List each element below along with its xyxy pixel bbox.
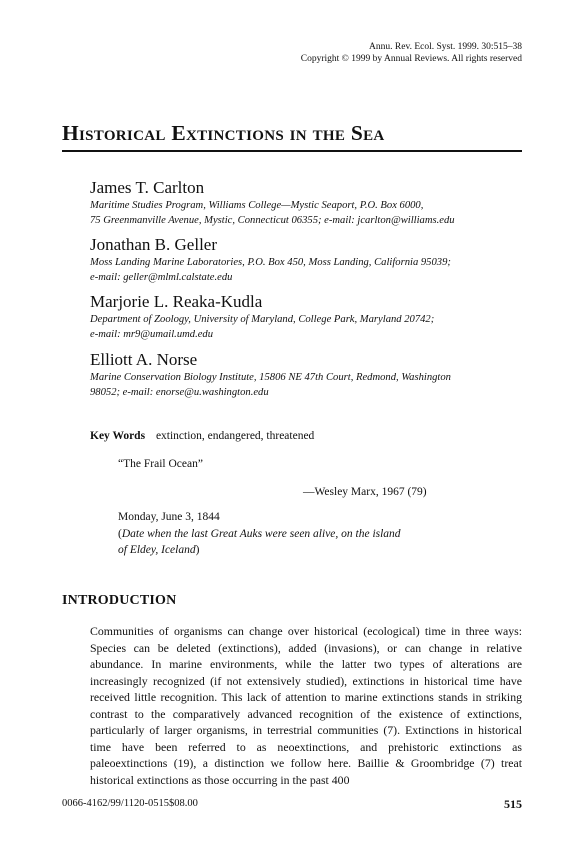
paren-close: ) [195, 544, 200, 556]
journal-citation: Annu. Rev. Ecol. Syst. 1999. 30:515–38 [369, 42, 522, 52]
epigraph-date: Monday, June 3, 1844 [118, 511, 220, 523]
author-name: Jonathan B. Geller [90, 235, 217, 254]
author-affiliation: 75 Greenmanville Avenue, Mystic, Connecticut 06355; e-mail: jcarlton@williams.edu [90, 215, 455, 226]
author-affiliation: Maritime Studies Program, Williams College—Mystic Seaport, P.O. Box 6000, [90, 200, 424, 211]
epigraph-quote: “The Frail Ocean” [118, 458, 203, 470]
keywords-text: extinction, endangered, threatened [155, 430, 315, 442]
page-number: 515 [504, 797, 522, 811]
author-name: Marjorie L. Reaka-Kudla [90, 292, 263, 311]
author-block [90, 350, 530, 400]
author-affiliation: e-mail: mr9@umail.umd.edu [90, 329, 214, 340]
author-affiliation: Marine Conservation Biology Institute, 15806 NE 47th Court, Redmond, Washington [90, 372, 451, 383]
epigraph-attribution: —Wesley Marx, 1967 (79) [303, 486, 427, 498]
author-block [90, 235, 530, 285]
author-name: James T. Carlton [90, 178, 205, 197]
keywords [90, 430, 314, 442]
epigraph-date-note [118, 509, 401, 559]
author-affiliation: Moss Landing Marine Laboratories, P.O. Box 450, Moss Landing, California 95039; [90, 257, 451, 268]
author-block [90, 292, 530, 342]
author-affiliation: Department of Zoology, University of Maryland, College Park, Maryland 20742; [90, 314, 435, 325]
author-block [90, 178, 530, 228]
body-paragraph: Communities of organisms can change over historical (ecological) time in three ways: Species can be deleted (extinctions), added (invasions), or can change in relative abundance. In marine environments, while the latter two types of alterations are increasingly recognized (if not extensively studied), extinctions in historical time have received little recognition. This lack of attention to marine extinctions stands in striking contrast to the comparatively advanced recognition of the existence of extinctions, particularly of larger organisms, in terrestrial communities (7). Extinctions in historical time have been referred to as neoextinctions, and prehistoric extinctions as paleoextinctions (19), a distinction we follow here. Baillie & Groombridge (7) treat historical extinctions as those occurring in the past 400 [90, 624, 522, 787]
section-heading: INTRODUCTION [62, 593, 177, 608]
article-title: Historical Extinctions in the Sea [62, 121, 385, 145]
title-divider [62, 150, 522, 152]
epigraph-note-line: Date when the last Great Auks were seen alive, on the island [121, 527, 401, 540]
epigraph-note-line: of Eldey, Iceland [118, 544, 196, 556]
copyright-notice: Copyright © 1999 by Annual Reviews. All rights reserved [300, 54, 522, 64]
paren-open: ( [118, 527, 122, 540]
author-affiliation: 98052; e-mail: enorse@u.washington.edu [90, 387, 269, 398]
keywords-label: Key Words [90, 430, 146, 442]
author-name: Elliott A. Norse [90, 350, 198, 369]
footer-code: 0066-4162/99/1120-0515$08.00 [62, 798, 198, 809]
author-affiliation: e-mail: geller@mlml.calstate.edu [90, 272, 233, 283]
